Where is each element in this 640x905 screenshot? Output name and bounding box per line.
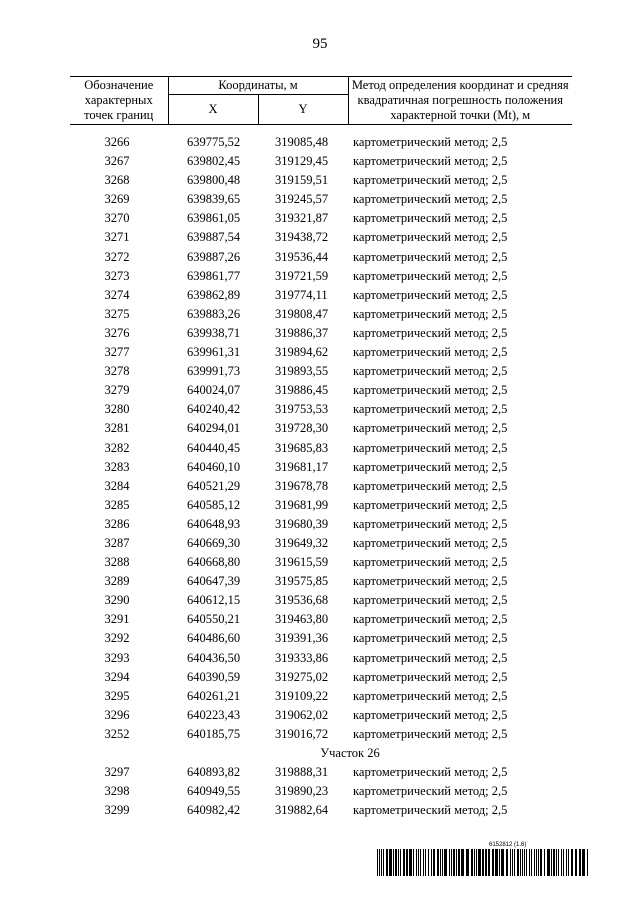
cell-y: 319438,72 [275, 230, 329, 245]
cell-method: картометрический метод; 2,5 [353, 421, 508, 436]
cell-x: 639887,26 [187, 249, 241, 264]
table-row [70, 458, 572, 477]
cell-y: 319615,59 [275, 555, 329, 570]
cell-y: 319888,31 [275, 765, 329, 780]
cell-method: картометрический метод; 2,5 [353, 383, 508, 398]
cell-method: картометрический метод; 2,5 [353, 669, 508, 684]
cell-method: картометрический метод; 2,5 [353, 230, 508, 245]
table-row [70, 763, 572, 782]
cell-x: 639961,31 [187, 345, 241, 360]
cell-method: картометрический метод; 2,5 [353, 478, 508, 493]
table-row [70, 572, 572, 591]
table-row [70, 801, 572, 820]
cell-point: 3294 [104, 669, 130, 684]
cell-point: 3268 [104, 173, 130, 188]
header-point-designation: Обозначение характерных точек границ [70, 77, 168, 125]
cell-y: 319062,02 [275, 707, 329, 722]
cell-y: 319808,47 [275, 306, 329, 321]
cell-y: 319678,78 [275, 478, 329, 493]
cell-point: 3287 [104, 535, 130, 550]
table-row [70, 649, 572, 668]
table-row [70, 343, 572, 362]
cell-point: 3274 [104, 287, 130, 302]
cell-method: картометрический метод; 2,5 [353, 516, 508, 531]
cell-method: картометрический метод; 2,5 [353, 459, 508, 474]
cell-point: 3291 [104, 612, 130, 627]
table-row [70, 782, 572, 801]
table-row [70, 305, 572, 324]
cell-point: 3266 [104, 135, 130, 149]
cell-x: 640949,55 [187, 784, 241, 799]
cell-method: картометрический метод; 2,5 [353, 574, 508, 589]
table-body [70, 125, 572, 821]
cell-x: 639883,26 [187, 306, 241, 321]
cell-point: 3278 [104, 364, 130, 379]
cell-x: 639862,89 [187, 287, 241, 302]
cell-point: 3281 [104, 421, 130, 436]
cell-method: картометрический метод; 2,5 [353, 154, 508, 169]
cell-point: 3284 [104, 478, 130, 493]
table-row [70, 190, 572, 209]
cell-y: 319536,68 [275, 593, 329, 608]
cell-x: 640294,01 [187, 421, 241, 436]
cell-point: 3273 [104, 268, 130, 283]
table-row [70, 324, 572, 343]
cell-point: 3276 [104, 325, 130, 340]
cell-point: 3298 [104, 784, 130, 799]
table-row [70, 419, 572, 438]
cell-method: картометрический метод; 2,5 [353, 268, 508, 283]
cell-point: 3293 [104, 650, 130, 665]
cell-method: картометрический метод; 2,5 [353, 650, 508, 665]
table-row [70, 152, 572, 171]
barcode-block [376, 842, 591, 878]
barcode-label: 6152812 (1.6) [489, 842, 527, 848]
cell-y: 319463,80 [275, 612, 329, 627]
cell-x: 640893,82 [187, 765, 241, 780]
cell-y: 319649,32 [275, 535, 329, 550]
table-row [70, 362, 572, 381]
cell-method: картометрический метод; 2,5 [353, 211, 508, 226]
header-method: Метод определения координат и средняя квадратичная погрешность положения характерной точки (Mt), м [348, 77, 572, 125]
cell-method: картометрический метод; 2,5 [353, 364, 508, 379]
cell-method: картометрический метод; 2,5 [353, 325, 508, 340]
cell-x: 640460,10 [187, 459, 241, 474]
cell-point: 3277 [104, 345, 130, 360]
table-row [70, 267, 572, 286]
cell-y: 319129,45 [275, 154, 329, 169]
cell-x: 640647,39 [187, 574, 241, 589]
cell-method: картометрический метод; 2,5 [353, 726, 508, 741]
cell-point: 3297 [104, 765, 130, 780]
cell-x: 639775,52 [187, 135, 241, 149]
table-row [70, 400, 572, 419]
cell-point: 3282 [104, 440, 130, 455]
table-row [70, 591, 572, 610]
table-row [70, 610, 572, 629]
cell-point: 3285 [104, 497, 130, 512]
cell-point: 3275 [104, 306, 130, 321]
header-coordinates: Координаты, м [168, 77, 348, 95]
cell-method: картометрический метод; 2,5 [353, 688, 508, 703]
cell-method: картометрический метод; 2,5 [353, 402, 508, 417]
cell-method: картометрический метод; 2,5 [353, 707, 508, 722]
cell-x: 640648,93 [187, 516, 241, 531]
cell-y: 319109,22 [275, 688, 329, 703]
cell-x: 639861,05 [187, 211, 241, 226]
cell-y: 319333,86 [275, 650, 329, 665]
cell-point: 3289 [104, 574, 130, 589]
spacer-row [70, 125, 572, 134]
cell-point: 3269 [104, 192, 130, 207]
cell-method: картометрический метод; 2,5 [353, 497, 508, 512]
cell-x: 640982,42 [187, 803, 241, 818]
coordinates-table [70, 76, 572, 820]
cell-point: 3288 [104, 555, 130, 570]
cell-y: 319085,48 [275, 135, 329, 149]
barcode-image [376, 849, 591, 876]
table-row [70, 477, 572, 496]
table-row [70, 668, 572, 687]
cell-point: 3292 [104, 631, 130, 646]
cell-y: 319685,83 [275, 440, 329, 455]
table-row [70, 133, 572, 152]
cell-method: картометрический метод; 2,5 [353, 345, 508, 360]
table-row [70, 439, 572, 458]
cell-point: 3295 [104, 688, 130, 703]
cell-x: 639938,71 [187, 325, 241, 340]
cell-x: 639800,48 [187, 173, 241, 188]
cell-point: 3270 [104, 211, 130, 226]
cell-x: 640550,21 [187, 612, 241, 627]
page-number: 95 [312, 36, 328, 52]
cell-y: 319275,02 [275, 669, 329, 684]
table-row [70, 286, 572, 305]
cell-point: 3272 [104, 249, 130, 264]
section-row [70, 744, 572, 763]
cell-y: 319894,62 [275, 345, 329, 360]
table-row [70, 629, 572, 648]
cell-x: 639802,45 [187, 154, 241, 169]
table-row [70, 725, 572, 744]
cell-method: картометрический метод; 2,5 [353, 173, 508, 188]
table-row [70, 228, 572, 247]
cell-x: 640440,45 [187, 440, 241, 455]
table-row [70, 687, 572, 706]
cell-point: 3296 [104, 707, 130, 722]
cell-y: 319159,51 [275, 173, 329, 188]
cell-x: 640024,07 [187, 383, 241, 398]
cell-x: 639991,73 [187, 364, 241, 379]
cell-method: картометрический метод; 2,5 [353, 612, 508, 627]
table-row [70, 248, 572, 267]
cell-y: 319890,23 [275, 784, 329, 799]
cell-x: 640185,75 [187, 726, 241, 741]
cell-method: картометрический метод; 2,5 [353, 535, 508, 550]
cell-point: 3280 [104, 402, 130, 417]
cell-x: 640436,50 [187, 650, 241, 665]
cell-method: картометрический метод; 2,5 [353, 440, 508, 455]
table-row [70, 706, 572, 725]
cell-y: 319245,57 [275, 192, 329, 207]
cell-method: картометрический метод; 2,5 [353, 631, 508, 646]
table-row [70, 381, 572, 400]
cell-y: 319774,11 [275, 287, 328, 302]
cell-y: 319893,55 [275, 364, 329, 379]
table-row [70, 209, 572, 228]
cell-x: 640486,60 [187, 631, 241, 646]
cell-y: 319882,64 [275, 803, 329, 818]
cell-point: 3279 [104, 383, 130, 398]
cell-y: 319680,39 [275, 516, 329, 531]
cell-method: картометрический метод; 2,5 [353, 555, 508, 570]
cell-y: 319681,99 [275, 497, 329, 512]
table-row [70, 553, 572, 572]
cell-y: 319575,85 [275, 574, 329, 589]
cell-point: 3286 [104, 516, 130, 531]
cell-method: картометрический метод; 2,5 [353, 249, 508, 264]
cell-y: 319886,37 [275, 325, 329, 340]
cell-method: картометрический метод; 2,5 [353, 784, 508, 799]
cell-method: картометрический метод; 2,5 [353, 135, 508, 149]
cell-method: картометрический метод; 2,5 [353, 803, 508, 818]
cell-x: 640612,15 [187, 593, 241, 608]
cell-x: 639887,54 [187, 230, 241, 245]
cell-y: 319016,72 [275, 726, 329, 741]
cell-point: 3283 [104, 459, 130, 474]
cell-x: 639839,65 [187, 192, 241, 207]
cell-y: 319728,30 [275, 421, 329, 436]
table-row [70, 534, 572, 553]
cell-method: картометрический метод; 2,5 [353, 593, 508, 608]
cell-x: 640585,12 [187, 497, 241, 512]
cell-point: 3299 [104, 803, 130, 818]
cell-x: 639861,77 [187, 268, 241, 283]
cell-point: 3252 [104, 726, 130, 741]
cell-y: 319391,36 [275, 631, 329, 646]
header-x: X [168, 95, 258, 125]
cell-x: 640223,43 [187, 707, 241, 722]
table-row [70, 515, 572, 534]
cell-x: 640261,21 [187, 688, 241, 703]
section-title: Участок 26 [320, 746, 380, 760]
cell-point: 3271 [104, 230, 130, 245]
cell-method: картометрический метод; 2,5 [353, 306, 508, 321]
cell-method: картометрический метод; 2,5 [353, 765, 508, 780]
cell-y: 319753,53 [275, 402, 329, 417]
cell-y: 319721,59 [275, 268, 329, 283]
cell-x: 640521,29 [187, 478, 241, 493]
cell-method: картометрический метод; 2,5 [353, 287, 508, 302]
cell-x: 640668,80 [187, 555, 241, 570]
table-row [70, 496, 572, 515]
header-y: Y [258, 95, 348, 125]
cell-point: 3267 [104, 154, 130, 169]
cell-y: 319536,44 [275, 249, 329, 264]
cell-x: 640390,59 [187, 669, 241, 684]
cell-y: 319681,17 [275, 459, 329, 474]
cell-y: 319321,87 [275, 211, 329, 226]
cell-y: 319886,45 [275, 383, 329, 398]
table-row [70, 171, 572, 190]
cell-point: 3290 [104, 593, 130, 608]
cell-x: 640240,42 [187, 402, 241, 417]
cell-method: картометрический метод; 2,5 [353, 192, 508, 207]
cell-x: 640669,30 [187, 535, 241, 550]
